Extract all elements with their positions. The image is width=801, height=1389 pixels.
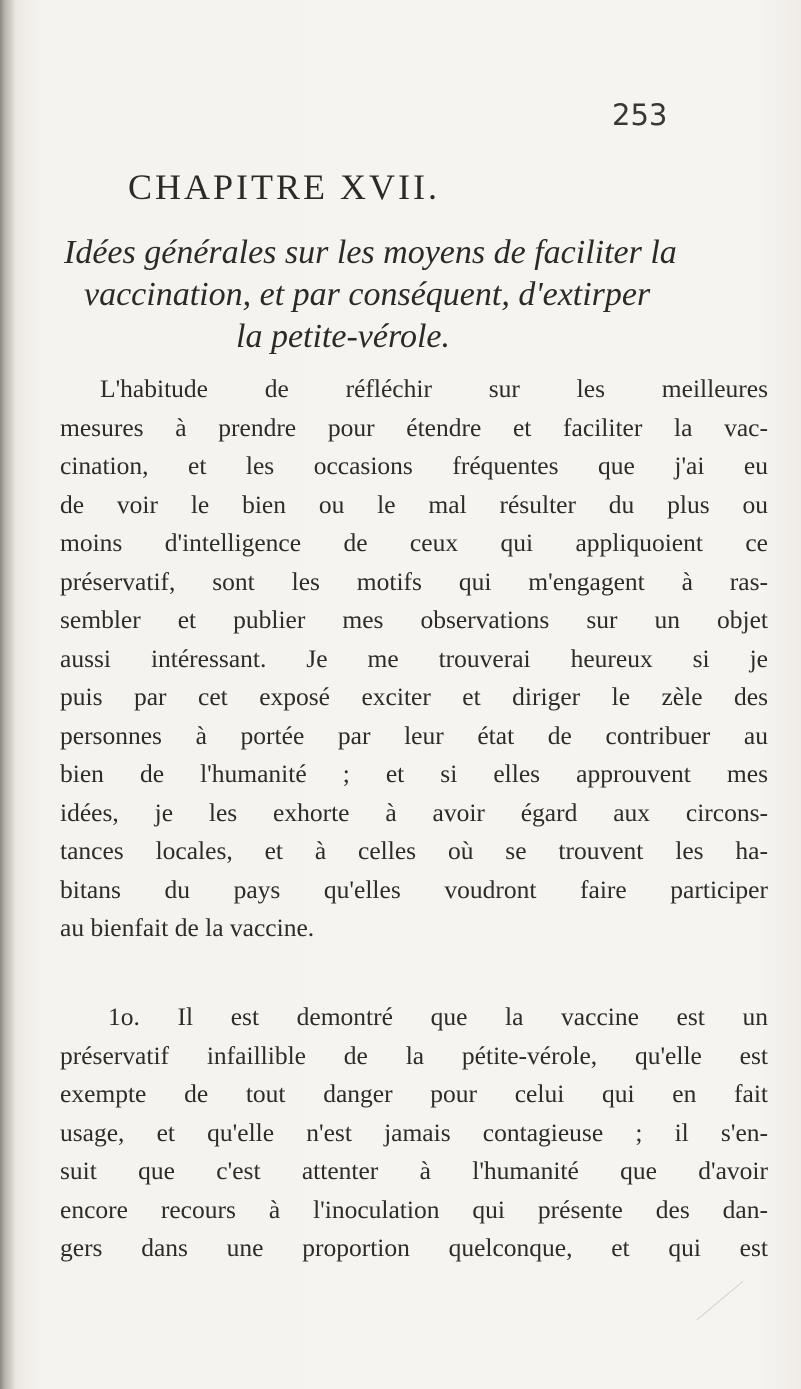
text-line: au bienfait de la vaccine. [60, 913, 315, 942]
subtitle-line: la petite-vérole. [236, 318, 450, 355]
text-line: préservatif, sont les motifs qui m'engagent à ras- [60, 566, 768, 596]
text-line: mesures à prendre pour étendre et faciliter la vac- [60, 412, 768, 442]
paragraph-point-1 [60, 998, 768, 1268]
text-line: exempte de tout danger pour celui qui en fait [60, 1079, 768, 1108]
text-line: puis par cet exposé exciter et diriger le zèle des [60, 682, 768, 711]
text-line: préservatif infaillible de la pétite-vérole, qu'elle est [60, 1040, 768, 1070]
text-line: 1o. Il est demontré que la vaccine est un [108, 1002, 768, 1031]
paper-mark [697, 1281, 744, 1320]
text-line: aussi intéressant. Je me trouverai heureux si je [60, 643, 768, 673]
subtitle-line: Idées générales sur les moyens de faciliter la [64, 234, 677, 271]
text-line: tances locales, et à celles où se trouvent les ha- [60, 836, 768, 865]
binding-edge [0, 0, 14, 1389]
text-line: moins d'intelligence de ceux qui appliquoient ce [60, 528, 768, 557]
text-line: suit que c'est attenter à l'humanité que d'avoir [60, 1156, 768, 1185]
text-line: cination, et les occasions fréquentes que j'ai eu [60, 451, 768, 480]
text-line: gers dans une proportion quelconque, et qui est [60, 1233, 768, 1262]
text-line: bitans du pays qu'elles voudront faire participer [60, 874, 768, 904]
text-line: encore recours à l'inoculation qui présente des dan- [60, 1194, 768, 1224]
chapter-subtitle [64, 232, 776, 358]
text-line: personnes à portée par leur état de contribuer au [60, 720, 768, 750]
paragraph-intro [60, 370, 768, 948]
text-line: L'habitude de réfléchir sur les meilleures [100, 374, 768, 403]
text-line: usage, et qu'elle n'est jamais contagieuse ; il s'en- [60, 1117, 768, 1147]
text-line: bien de l'humanité ; et si elles approuvent mes [60, 759, 768, 788]
text-line: idées, je les exhorte à avoir égard aux circons- [60, 797, 768, 827]
text-line: sembler et publier mes observations sur un objet [60, 605, 768, 634]
chapter-title: CHAPITRE XVII. [128, 167, 440, 207]
subtitle-line: vaccination, et par conséquent, d'extirper [84, 276, 651, 313]
page-number: 253 [612, 98, 668, 132]
text-line: de voir le bien ou le mal résulter du plus ou [60, 489, 768, 519]
